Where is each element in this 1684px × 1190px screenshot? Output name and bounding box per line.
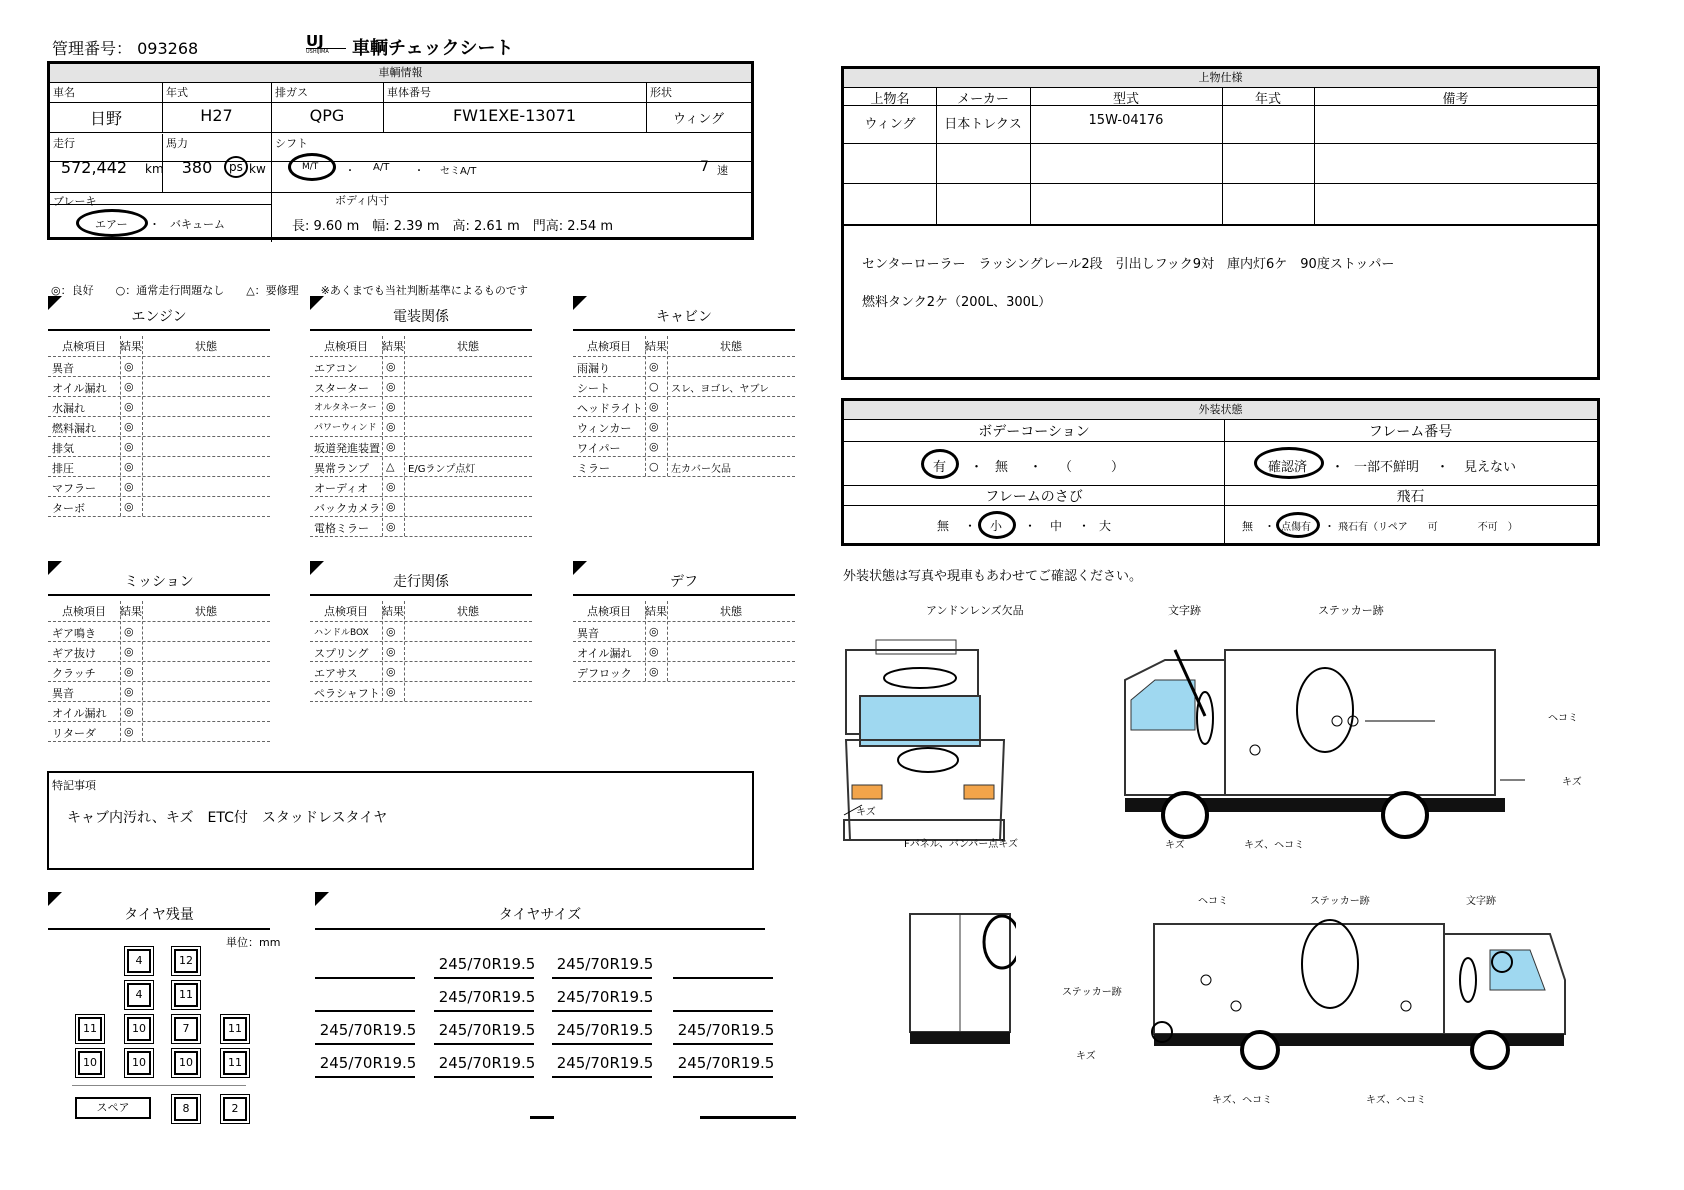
tyre-slot: [124, 1014, 154, 1044]
tyre-depth: 10: [127, 1051, 151, 1075]
tyre-size-cell: 245/70R19.5: [319, 1021, 417, 1039]
year-value: H27: [200, 106, 233, 125]
check-row: [310, 436, 532, 457]
col-header-item: 点検項目: [587, 340, 631, 353]
col-header-item: 点検項目: [62, 605, 106, 618]
exterior-header: 外装状態: [844, 401, 1597, 420]
tyre-slot: [171, 946, 201, 976]
tyre-depth: 4: [127, 949, 151, 973]
check-item-label: ギア抜け: [52, 647, 96, 660]
tyre-size-title: タイヤサイズ: [498, 907, 582, 923]
chassis-value: FW1EXE-13071: [452, 106, 577, 125]
chip-yes: 飛石有（リペア 可 不可 ）: [1338, 522, 1518, 533]
label-scratch-front: キズ: [856, 807, 876, 818]
year-label: 年式: [166, 86, 188, 99]
col-header-item: 点検項目: [324, 605, 368, 618]
col-header-state: 状態: [457, 340, 479, 353]
label-scratch-dent: キズ、ヘコミ: [1244, 840, 1305, 851]
check-result: ◎: [386, 420, 396, 433]
gears-unit: 速: [717, 164, 728, 177]
spare-slot: [171, 1094, 201, 1124]
rust-large: 大: [1099, 519, 1112, 533]
check-row: [573, 621, 795, 642]
tyre-slot: [171, 1048, 201, 1078]
check-item-label: バックカメラ: [314, 502, 380, 515]
check-row: [48, 456, 270, 477]
tyre-depth: 10: [174, 1051, 198, 1075]
emission-value: QPG: [309, 106, 345, 125]
check-item-label: ミラー: [577, 462, 610, 475]
tyre-remain-unit: 単位：mm: [226, 936, 281, 949]
coat-no: 無: [995, 460, 1009, 475]
check-item-label: リターダ: [52, 727, 96, 740]
body-spec-header: 上物仕様: [844, 69, 1597, 88]
check-item-label: 排圧: [52, 462, 74, 475]
check-result: ◎: [124, 360, 134, 373]
check-item-label: パワーウィンド: [314, 423, 377, 433]
vehicle-info-header: 車輌情報: [50, 64, 751, 83]
check-item-label: ターボ: [52, 502, 85, 515]
section-title: ミッション: [124, 574, 194, 590]
mileage-unit: km: [145, 162, 164, 176]
section-title: 電装関係: [393, 309, 449, 325]
check-result: ◎: [124, 420, 134, 433]
spec-header: 型式: [1112, 92, 1139, 107]
vehicle-info-panel: 車輌情報 車名 年式 排ガス 車体番号 形状 日野 H27 QPG FW1EXE-13071 ウィング 走行 馬力 シフト 572,442 km 380 ps kw M/T ・ A/T ・ セミA/T 7 速 ブレーキ ボディ内寸 エアー ・ バキューム 長: 9.60 m 幅: 2.39 m 高: 2.61 m 門高: 2.54 m: [47, 61, 754, 240]
truck-rear-diagram: [906, 910, 1016, 1060]
check-result: ◎: [649, 420, 659, 433]
spec-value: 15W-04176: [1088, 113, 1164, 128]
notes-label: 特記事項: [52, 779, 96, 792]
check-item-label: クラッチ: [52, 667, 96, 680]
col-header-state: 状態: [195, 605, 217, 618]
section-title: エンジン: [131, 309, 187, 325]
check-item-label: ハンドルBOX: [314, 628, 369, 638]
maker-label: 車名: [53, 86, 75, 99]
check-row: [48, 721, 270, 742]
check-row: [48, 681, 270, 702]
check-row: [310, 621, 532, 642]
check-row: [48, 476, 270, 497]
check-row: [573, 376, 795, 397]
check-item-label: 異音: [52, 362, 74, 375]
check-row: [310, 396, 532, 417]
mgmt-label: 管理番号：: [52, 39, 133, 58]
tyre-slot: [220, 1014, 250, 1044]
body-spec-desc-1: センターローラー ラッシングレール2段 引出しフック9対 庫内灯6ケ 90度ストッパー: [862, 257, 1395, 272]
check-item-label: オイル漏れ: [577, 647, 632, 660]
label-scratch-dent-1: キズ、ヘコミ: [1212, 1095, 1273, 1106]
tyre-size-cell: 245/70R19.5: [438, 955, 536, 973]
check-row: [48, 416, 270, 437]
check-row: [48, 356, 270, 377]
label-letters-top: 文字跡: [1466, 896, 1496, 907]
tyre-size-cell: 245/70R19.5: [556, 955, 654, 973]
chip-label: 飛石: [1396, 489, 1425, 505]
body-spec-desc-2: 燃料タンク2ケ（200L、300L）: [862, 295, 1052, 310]
spare-slot: [220, 1094, 250, 1124]
check-item-label: ウィンカー: [577, 422, 632, 435]
check-row: [48, 661, 270, 682]
frame-confirmed: 確認済: [1268, 460, 1308, 475]
frame-label: フレーム番号: [1368, 424, 1453, 440]
body-dims: 長: 9.60 m 幅: 2.39 m 高: 2.61 m 門高: 2.54 m: [292, 219, 614, 234]
label-lens-missing: アンドンレンズ欠品: [926, 604, 1024, 617]
check-result: ◎: [386, 645, 396, 658]
check-item-label: 雨漏り: [577, 362, 610, 375]
section-title: 走行関係: [393, 574, 449, 590]
tyre-depth: 11: [223, 1017, 247, 1041]
tyre-slot: [124, 946, 154, 976]
spare-depth: 8: [174, 1097, 198, 1121]
check-result: ○: [649, 380, 659, 393]
check-row: [310, 661, 532, 682]
spec-header: 年式: [1254, 92, 1281, 107]
tyre-depth: 10: [127, 1017, 151, 1041]
label-scratch-wheel: キズ: [1165, 840, 1185, 851]
check-item-label: ワイパー: [577, 442, 621, 455]
shift-semi: セミA/T: [440, 166, 477, 177]
tyre-size-cell: 245/70R19.5: [438, 1054, 536, 1072]
tyre-size-cell: 245/70R19.5: [677, 1054, 775, 1072]
rust-label: フレームのさび: [985, 489, 1083, 505]
check-row: [48, 496, 270, 517]
legend: ◎：良好 ○：通常走行問題なし △：要修理 ※あくまでも当社判断基準によるものです: [51, 284, 528, 297]
check-item-label: エアサス: [314, 667, 358, 680]
check-row: [310, 356, 532, 377]
photo-note: 外装状態は写真や現車もあわせてご確認ください。: [843, 569, 1143, 584]
check-item-label: オイル漏れ: [52, 707, 107, 720]
col-header-item: 点検項目: [587, 605, 631, 618]
check-item-label: オルタネーター: [314, 403, 377, 413]
check-result: ◎: [386, 625, 396, 638]
body-dim-label: ボディ内寸: [335, 194, 390, 207]
brake-vacuum: バキューム: [170, 218, 225, 231]
label-fpanel: Fパネル、バンパー点キズ: [904, 839, 1019, 850]
tyre-depth: 7: [174, 1017, 198, 1041]
check-item-label: エアコン: [314, 362, 358, 375]
col-header-state: 状態: [457, 605, 479, 618]
coat-yes: 有: [933, 460, 947, 475]
check-result: ◎: [386, 400, 396, 413]
rust-small: 小: [990, 519, 1003, 533]
col-header-result: 結果: [382, 605, 404, 618]
notes-text: キャブ内汚れ、キズ ETC付 スタッドレスタイヤ: [67, 810, 388, 826]
check-result: △: [386, 460, 395, 473]
check-result: ◎: [124, 645, 134, 658]
tyre-depth: 11: [78, 1017, 102, 1041]
label-sticker-top: ステッカー跡: [1310, 896, 1370, 907]
label-scratch-dent-2: キズ、ヘコミ: [1366, 1095, 1427, 1106]
exterior-panel: 外装状態 ボデーコーション フレーム番号 有 ・ 無 ・ （ ） 確認済 ・ 一部不鮮明 ・ 見えない フレームのさび 飛石 無 ・ 小 ・ 中 ・ 大 無 ・ 点傷有 ・ 飛石有（リペア 可 不可 ）: [841, 398, 1600, 546]
check-result: ◎: [124, 685, 134, 698]
chip-point: 点傷有: [1281, 522, 1311, 533]
check-state: E/Gランプ点灯: [408, 464, 476, 475]
check-item-label: 坂道発進装置: [314, 442, 380, 455]
check-row: [573, 436, 795, 457]
check-item-label: 異音: [577, 627, 599, 640]
col-header-state: 状態: [195, 340, 217, 353]
check-result: ◎: [649, 360, 659, 373]
check-item-label: ペラシャフト: [314, 687, 380, 700]
check-row: [310, 476, 532, 497]
section-title: デフ: [670, 574, 698, 590]
tyre-size-cell: 245/70R19.5: [438, 988, 536, 1006]
check-row: [573, 396, 795, 417]
tyre-slot: [75, 1048, 105, 1078]
label-sticker: ステッカー跡: [1318, 604, 1384, 617]
check-item-label: シート: [577, 382, 610, 395]
check-result: ◎: [124, 500, 134, 513]
check-row: [48, 641, 270, 662]
truck-side-left-diagram: [1105, 620, 1545, 850]
tyre-depth: 11: [223, 1051, 247, 1075]
check-item-label: 電格ミラー: [314, 522, 369, 535]
col-header-result: 結果: [645, 605, 667, 618]
check-item-label: 異音: [52, 687, 74, 700]
check-result: ◎: [649, 440, 659, 453]
shape-value: ウィング: [673, 112, 724, 127]
spec-header: 備考: [1442, 92, 1469, 107]
col-header-state: 状態: [720, 340, 742, 353]
check-row: [573, 641, 795, 662]
check-item-label: 燃料漏れ: [52, 422, 96, 435]
label-scratch-side2: キズ: [1076, 1051, 1096, 1062]
label-dent-top: ヘコミ: [1198, 896, 1228, 907]
check-result: ◎: [124, 380, 134, 393]
check-result: ◎: [386, 440, 396, 453]
check-result: ◎: [386, 685, 396, 698]
brake-air: エアー: [95, 218, 128, 231]
check-row: [310, 376, 532, 397]
mileage-label: 走行: [53, 137, 75, 150]
check-result: ◎: [124, 440, 134, 453]
col-header-result: 結果: [382, 340, 404, 353]
check-state: スレ、ヨゴレ、ヤブレ: [671, 384, 769, 395]
tyre-slot: [124, 980, 154, 1010]
check-row: [310, 641, 532, 662]
company-logo: UJ USHIJIMA: [306, 34, 346, 58]
spare-depth: 2: [223, 1097, 247, 1121]
tyre-slot: [171, 1014, 201, 1044]
spec-header: 上物名: [870, 92, 910, 107]
check-item-label: ギア鳴き: [52, 627, 96, 640]
check-result: ◎: [386, 500, 396, 513]
check-row: [573, 416, 795, 437]
check-state: 左カバー欠品: [671, 464, 731, 475]
hp-unit-ps: ps: [229, 160, 243, 174]
shift-mt: M/T: [302, 162, 319, 172]
spare-box: スペア: [75, 1097, 151, 1119]
spec-value: 日本トレクス: [944, 117, 1022, 132]
check-result: ◎: [124, 460, 134, 473]
maker-value: 日野: [89, 109, 122, 128]
spec-value: ウィング: [864, 117, 916, 132]
hp-value: 380: [181, 158, 213, 177]
col-header-item: 点検項目: [62, 340, 106, 353]
mgmt-number: 093268: [137, 39, 199, 58]
truck-side-right-diagram: [1150, 900, 1580, 1070]
check-row: [310, 456, 532, 477]
check-item-label: 排気: [52, 442, 74, 455]
check-result: ◎: [124, 705, 134, 718]
check-row: [310, 516, 532, 537]
tyre-remain-title: タイヤ残量: [124, 907, 194, 923]
tyre-size-cell: 245/70R19.5: [319, 1054, 417, 1072]
spec-header: メーカー: [957, 92, 1009, 107]
check-result: ◎: [386, 665, 396, 678]
brake-label: ブレーキ: [53, 195, 97, 208]
col-header-item: 点検項目: [324, 340, 368, 353]
check-result: ◎: [386, 380, 396, 393]
chassis-label: 車体番号: [387, 86, 431, 99]
check-result: ◎: [649, 625, 659, 638]
check-row: [48, 376, 270, 397]
check-item-label: オイル漏れ: [52, 382, 107, 395]
check-result: ◎: [386, 360, 396, 373]
check-result: ◎: [124, 665, 134, 678]
check-result: ◎: [386, 480, 396, 493]
check-result: ◎: [124, 725, 134, 738]
frame-partial: 一部不鮮明: [1354, 460, 1420, 475]
col-header-result: 結果: [645, 340, 667, 353]
check-row: [310, 681, 532, 702]
check-item-label: ヘッドライト: [577, 402, 643, 415]
emission-label: 排ガス: [275, 86, 308, 99]
notes-panel: [47, 771, 754, 870]
shape-label: 形状: [650, 86, 672, 99]
gears-value: 7: [700, 159, 709, 175]
truck-front-diagram: [840, 600, 1040, 860]
shift-at: A/T: [373, 162, 390, 173]
shift-label: シフト: [275, 137, 308, 150]
tyre-size-cell: 245/70R19.5: [556, 1054, 654, 1072]
rust-none: 無: [937, 519, 950, 533]
hp-unit-kw: kw: [249, 162, 266, 176]
check-row: [573, 661, 795, 682]
rust-mid: 中: [1050, 519, 1063, 533]
check-row: [48, 621, 270, 642]
page-title: 車輌チェックシート: [352, 38, 514, 59]
check-item-label: オーディオ: [314, 482, 369, 495]
tyre-size-cell: 245/70R19.5: [556, 988, 654, 1006]
check-item-label: 水漏れ: [52, 402, 85, 415]
tyre-slot: [124, 1048, 154, 1078]
tyre-size-cell: 245/70R19.5: [677, 1021, 775, 1039]
check-result: ◎: [124, 625, 134, 638]
check-item-label: スターター: [314, 382, 369, 395]
check-item-label: デフロック: [577, 667, 632, 680]
body-spec-panel: [841, 66, 1600, 380]
label-dent-right: ヘコミ: [1548, 713, 1578, 724]
coat-other: （ ）: [1059, 460, 1125, 475]
check-item-label: スプリング: [314, 647, 369, 660]
check-row: [573, 456, 795, 477]
col-header-result: 結果: [120, 340, 142, 353]
section-title: キャビン: [656, 309, 712, 325]
tyre-depth: 12: [174, 949, 198, 973]
check-row: [310, 496, 532, 517]
check-row: [48, 436, 270, 457]
check-result: ○: [649, 460, 659, 473]
check-row: [48, 701, 270, 722]
tyre-depth: 10: [78, 1051, 102, 1075]
hp-label: 馬力: [166, 137, 188, 150]
check-result: ◎: [124, 480, 134, 493]
tyre-depth: 11: [174, 983, 198, 1007]
check-row: [310, 416, 532, 437]
tyre-slot: [220, 1048, 250, 1078]
col-header-state: 状態: [720, 605, 742, 618]
check-row: [573, 356, 795, 377]
label-letters: 文字跡: [1168, 604, 1201, 617]
check-result: ◎: [649, 645, 659, 658]
mileage-value: 572,442: [60, 158, 128, 177]
tyre-size-cell: 245/70R19.5: [556, 1021, 654, 1039]
check-row: [48, 396, 270, 417]
tyre-size-cell: 245/70R19.5: [438, 1021, 536, 1039]
tyre-depth: 4: [127, 983, 151, 1007]
tyre-slot: [171, 980, 201, 1010]
check-item-label: マフラー: [52, 482, 96, 495]
tyre-slot: [75, 1014, 105, 1044]
frame-none: 見えない: [1464, 460, 1517, 475]
label-scratch-rear: キズ: [1562, 777, 1582, 788]
check-result: ◎: [649, 665, 659, 678]
check-result: ◎: [124, 400, 134, 413]
check-item-label: 異常ランプ: [314, 462, 369, 475]
check-result: ◎: [649, 400, 659, 413]
chip-none: 無: [1242, 520, 1253, 533]
check-result: ◎: [386, 520, 396, 533]
label-sticker-rear: ステッカー跡: [1062, 987, 1122, 998]
col-header-result: 結果: [120, 605, 142, 618]
coat-label: ボデーコーション: [978, 424, 1090, 440]
